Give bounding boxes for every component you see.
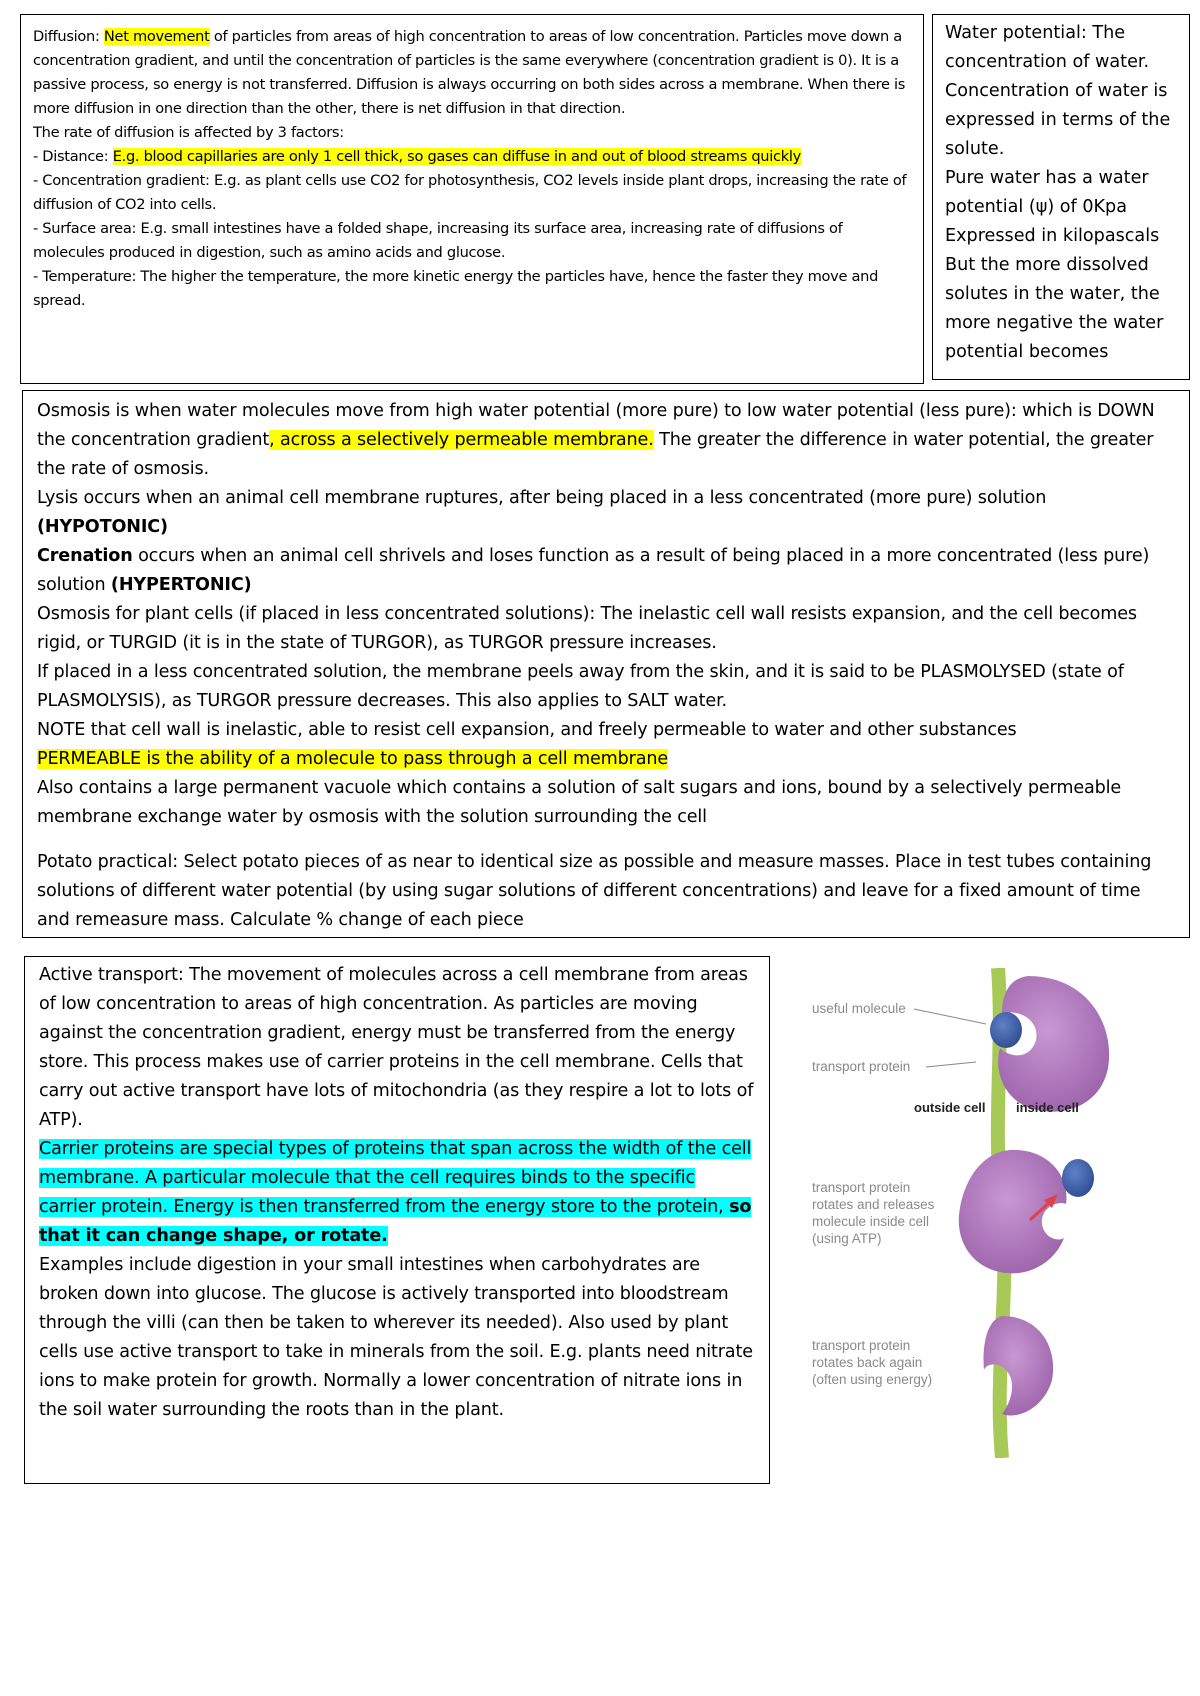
osmosis-text: Osmosis is when water molecules move from high water potential (more pure) to low water potential (less pure): which is DOWN the concentration gradient <box>37 401 1155 450</box>
active-transport-examples: Examples include digestion in your small intestines when carbohydrates are broken down into glucose. The glucose is actively transported into bloodstream through the villi (can then be taken to wherever its needed). Also used by plant cells use active transport to take in minerals from the soil. E.g. plants need nitrate ions to make protein for growth. Normally a lower concentration of nitrate ions in the soil water surrounding the roots than in the plant. <box>39 1255 753 1420</box>
osmosis-rate-text: The greater the difference in water potential, the greater the rate of osmosis. <box>37 430 1154 479</box>
label-inside-cell: inside cell <box>1016 1100 1079 1115</box>
label-step2-line1: transport protein <box>812 1180 911 1195</box>
released-molecule <box>1062 1159 1094 1197</box>
transport-protein-2 <box>959 1150 1067 1273</box>
carrier-highlight: Carrier proteins are special types of proteins that span across the width of the cell membrane. A particular molecule that the cell requires binds to the specific carrier protein. Energy is then transferred from the energy store to the protein, <box>39 1139 752 1217</box>
paragraph-gap <box>37 832 1175 848</box>
leader-line <box>926 1062 976 1067</box>
crenation-term: Crenation <box>37 546 133 566</box>
potato-practical-text: Potato practical: Select potato pieces of as near to identical size as possible and measure masses. Place in test tubes containing solutions of different water potential (by using sugar solutions of different concentrations) and leave for a fixed amount of time and remeasure mass. Calculate % change of each piece <box>37 852 1152 930</box>
diffusion-text: of particles from areas of high concentration to areas of low concentration. Particles move down a concentration gradient, and until the concentration of particles is the same everywhere (concentration gradient is 0). It is a passive process, so energy is not transferred. Diffusion is always occurring on both sides across a membrane. When there is more diffusion in one direction than the other, there is net diffusion in that direction. <box>33 28 906 117</box>
osmosis-box <box>22 390 1190 938</box>
plasmolysis-text: If placed in a less concentrated solution, the membrane peels away from the skin, and it is said to be PLASMOLYSED (state of PLASMOLYSIS), as TURGOR pressure decreases. This also applies to SALT water. <box>37 662 1124 711</box>
permeable-highlight: PERMEABLE is the ability of a molecule to pass through a cell membrane <box>37 749 669 769</box>
factor-concentration: - Concentration gradient: E.g. as plant cells use CO2 for photosynthesis, CO2 levels inside plant drops, increasing the rate of diffusion of CO2 into cells. <box>33 172 907 213</box>
crenation-body: occurs when an animal cell shrivels and loses function as a result of being placed in a more concentrated (less pure) solution <box>37 546 1150 595</box>
factors-intro: The rate of diffusion is affected by 3 factors: <box>33 124 344 141</box>
diffusion-box <box>20 14 924 384</box>
active-transport-diagram <box>790 968 1190 1458</box>
label-step2-line4: (using ATP) <box>812 1231 882 1246</box>
plant-osmosis-text: Osmosis for plant cells (if placed in less concentrated solutions): The inelastic cell wall resists expansion, and the cell becomes rigid, or TURGID (it is in the state of TURGOR), as TURGOR pressure increases. <box>37 604 1137 653</box>
useful-molecule-1 <box>990 1012 1022 1048</box>
carrier-highlight-bold: so that it can change shape, or rotate. <box>39 1197 752 1246</box>
pure-water-potential: Pure water has a water potential (ψ) of 0Kpa <box>945 168 1149 217</box>
leader-line <box>914 1009 986 1024</box>
label-step2-line3: molecule inside cell <box>812 1214 930 1229</box>
label-step3-line1: transport protein <box>812 1338 911 1353</box>
membrane-highlight: , across a selectively permeable membrane. <box>269 430 654 450</box>
label-useful-molecule: useful molecule <box>812 1001 906 1016</box>
cell-wall-note: NOTE that cell wall is inelastic, able to resist cell expansion, and freely permeable to water and other substances <box>37 720 1017 740</box>
water-potential-box <box>932 14 1190 380</box>
units-note: Expressed in kilopascals <box>945 226 1160 246</box>
active-transport-definition: Active transport: The movement of molecules across a cell membrane from areas of low concentration to areas of high concentration. As particles are moving against the concentration gradient, energy must be transferred from the energy store. This process makes use of carrier proteins in the cell membrane. Cells that carry out active transport have lots of mitochondria (as they respire a lot to lots of ATP). <box>39 965 754 1130</box>
diffusion-definition <box>33 25 911 121</box>
vacuole-text: Also contains a large permanent vacuole which contains a solution of salt sugars and ions, bound by a selectively permeable membrane exchange water by osmosis with the solution surrounding the cell <box>37 778 1122 827</box>
hypertonic-label: (HYPERTONIC) <box>110 575 252 595</box>
factor-temperature: - Temperature: The higher the temperature, the more kinetic energy the particles have, hence the faster they move and spread. <box>33 268 879 309</box>
label-transport-protein: transport protein <box>812 1059 911 1074</box>
crenation-text <box>37 542 1175 600</box>
factor-distance <box>33 145 911 169</box>
factor-surface-area: - Surface area: E.g. small intestines have a folded shape, increasing its surface area, increasing rate of diffusions of molecules produced in digestion, such as amino acids and glucose. <box>33 220 843 261</box>
permeable-definition <box>37 745 1175 774</box>
hypotonic-label: (HYPOTONIC) <box>37 517 168 537</box>
water-potential-definition: Water potential: The concentration of water. Concentration of water is expressed in terms of the solute. <box>945 23 1171 159</box>
active-transport-box <box>24 956 770 1484</box>
label-step3-line2: rotates back again <box>812 1355 923 1370</box>
label-step3-line3: (often using energy) <box>812 1372 933 1387</box>
osmosis-definition <box>37 397 1175 484</box>
label-step2-line2: rotates and releases <box>812 1197 935 1212</box>
distance-label: - Distance: <box>33 148 113 165</box>
lysis-body: Lysis occurs when an animal cell membrane ruptures, after being placed in a less concentrated (more pure) solution <box>37 488 1047 508</box>
diffusion-label: Diffusion: <box>33 28 104 45</box>
solutes-note: But the more dissolved solutes in the water, the more negative the water potential becomes <box>945 255 1164 362</box>
label-outside-cell: outside cell <box>914 1100 986 1115</box>
distance-highlight: E.g. blood capillaries are only 1 cell thick, so gases can diffuse in and out of blood streams quickly <box>112 148 801 165</box>
carrier-proteins-text <box>39 1135 755 1251</box>
lysis-text <box>37 484 1175 542</box>
net-movement-highlight: Net movement <box>103 28 210 45</box>
